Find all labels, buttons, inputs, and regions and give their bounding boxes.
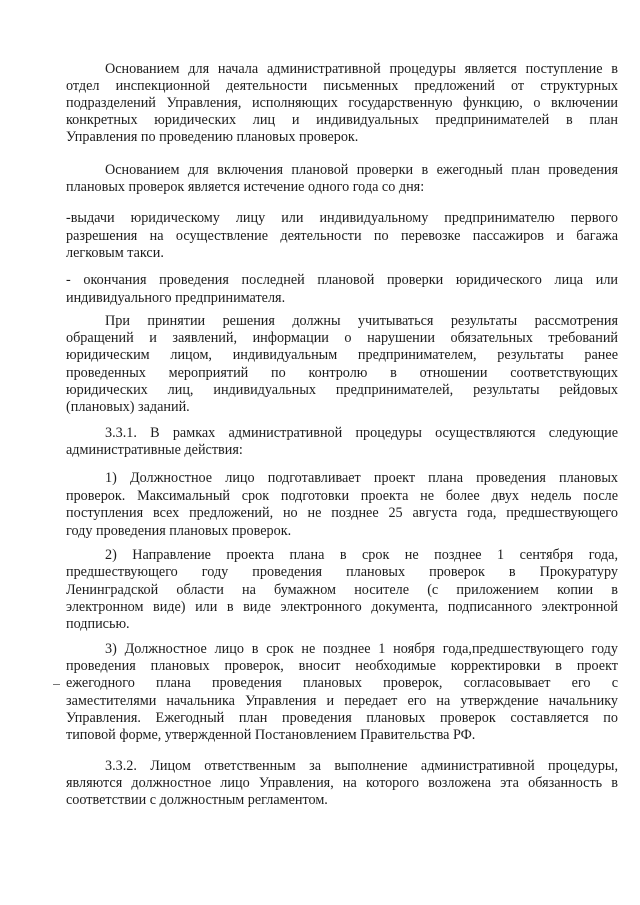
text-line: конкретных юридических лиц и индивидуальных предпринимателей в план [66, 112, 618, 128]
text-line: обращений и заявлений, информации о нарушении обязательных требований [66, 330, 618, 346]
text-line: разрешения на осуществление деятельности по перевозке пассажиров и багажа [66, 228, 618, 244]
text-line: 1) Должностное лицо подготавливает проект плана проведения плановых [105, 470, 618, 486]
text-line: 3) Должностное лицо в срок не позднее 1 ноября года,предшествующего году [105, 641, 618, 657]
text-line: Ленинградской области на бумажном носителе (с приложением копии в [66, 582, 618, 598]
text-line: индивидуального предпринимателя. [66, 290, 286, 306]
text-line: предшествующего году проведения плановых проверок в Прокуратуру [66, 564, 618, 580]
text-line: - окончания проведения последней плановой проверки юридического лица или [66, 272, 618, 288]
scan-artifact-mark [53, 684, 60, 685]
text-line: Основанием для включения плановой проверки в ежегодный план проведения [105, 162, 618, 178]
text-line: проведенных мероприятий по контролю в отношении соответствующих [66, 365, 618, 381]
text-line: Основанием для начала административной процедуры является поступление в [105, 61, 618, 77]
text-line: проверок. Максимальный срок подготовки проекта не более двух недель после [66, 488, 618, 504]
text-line: При принятии решения должны учитываться результаты рассмотрения [105, 313, 618, 329]
text-line: подразделений Управления, исполняющих государственную функцию, о включении [66, 95, 618, 111]
text-line: административные действия: [66, 442, 243, 458]
text-line: Управления. Ежегодный план проведения плановых проверок составляется по [66, 710, 618, 726]
text-line: 3.3.2. Лицом ответственным за выполнение административной процедуры, [105, 758, 618, 774]
text-line: юридических лиц, индивидуальных предпринимателей, результаты рейдовых [66, 382, 618, 398]
text-line: году проведения плановых проверок. [66, 523, 292, 539]
text-line: электронном виде) или в виде электронного документа, подписанного электронной [66, 599, 618, 615]
text-line: отдел инспекционной деятельности письменных предложений от структурных [66, 78, 618, 94]
text-line: типовой форме, утвержденной Постановлением Правительства РФ. [66, 727, 476, 743]
text-line: поступления всех предложений, но не позднее 25 августа года, предшествующего [66, 505, 618, 521]
text-line: легковым такси. [66, 245, 164, 261]
text-line: (плановых) заданий. [66, 399, 190, 415]
text-line: -выдачи юридическому лицу или индивидуальному предпринимателю первого [66, 210, 618, 226]
text-line: плановых проверок является истечение одного года со дня: [66, 179, 425, 195]
text-line: проведения плановых проверок, вносит необходимые корректировки в проект [66, 658, 618, 674]
text-line: юридическим лицом, индивидуальным предпринимателем, результаты ранее [66, 347, 618, 363]
text-line: ежегодного плана проведения плановых проверок, согласовывает его с [66, 675, 618, 691]
text-line: заместителями начальника Управления и передает его на утверждение начальнику [66, 693, 618, 709]
text-line: 3.3.1. В рамках административной процедуры осуществляются следующие [105, 425, 618, 441]
text-line: соответствии с должностным регламентом. [66, 792, 328, 808]
text-line: подписью. [66, 616, 130, 632]
text-line: являются должностное лицо Управления, на которого возложена эта обязанность в [66, 775, 618, 791]
text-line: 2) Направление проекта плана в срок не позднее 1 сентября года, [105, 547, 618, 563]
text-line: Управления по проведению плановых проверок. [66, 129, 359, 145]
